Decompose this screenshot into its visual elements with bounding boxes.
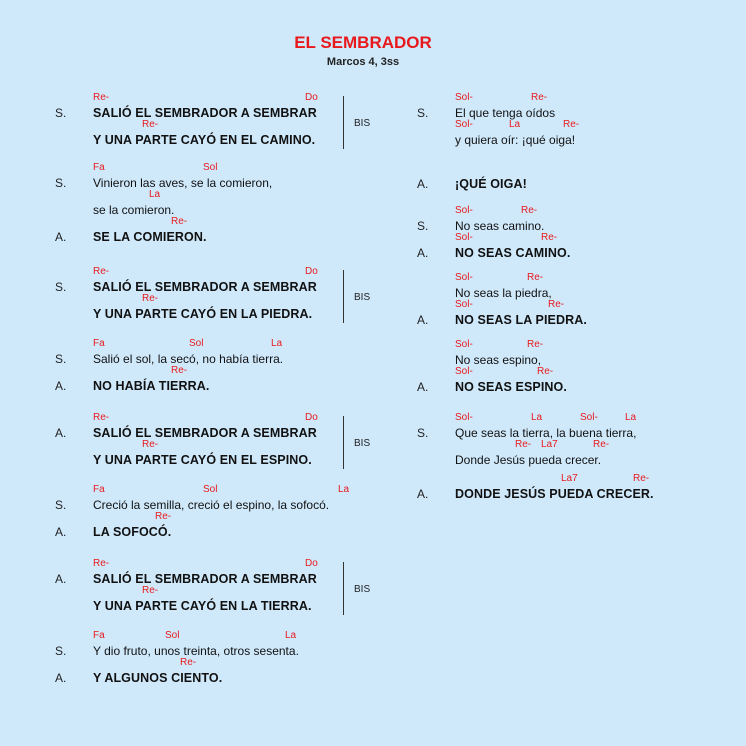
lyric-text: Y UNA PARTE CAYÓ EN EL ESPINO.	[93, 453, 312, 467]
song-line	[55, 484, 385, 512]
bis-label: BIS	[354, 118, 371, 129]
chord-label: Sol	[203, 162, 218, 173]
song-line	[417, 205, 737, 233]
song-line	[55, 338, 385, 366]
chord-row	[93, 511, 393, 523]
chord-row	[93, 119, 393, 131]
chord-label: Sol-	[455, 232, 473, 243]
chord-label: Re-	[527, 339, 544, 350]
lyric-text: Salió el sol, la secó, no había tierra.	[93, 352, 284, 366]
repeat-bracket	[343, 270, 344, 323]
song-line	[55, 162, 385, 190]
song-line	[417, 439, 737, 467]
voice-marker: S.	[55, 352, 67, 366]
song-line	[55, 412, 385, 440]
chord-label: Do	[305, 266, 318, 277]
chord-row	[93, 162, 393, 174]
song-line	[55, 558, 385, 586]
lyric-text: y quiera oír: ¡qué oiga!	[455, 133, 576, 147]
chord-label: Re-	[515, 439, 532, 450]
song-line	[417, 232, 737, 260]
chord-label: Re-	[548, 299, 565, 310]
lyric-text: SALIÓ EL SEMBRADOR A SEMBRAR	[93, 106, 317, 120]
chord-row	[455, 412, 746, 424]
voice-marker: S.	[55, 644, 67, 658]
chord-row	[455, 473, 746, 485]
chord-row	[455, 232, 746, 244]
song-line	[417, 163, 737, 191]
chord-label: La7	[541, 439, 558, 450]
voice-marker: S.	[55, 498, 67, 512]
bis-label: BIS	[354, 584, 371, 595]
chord-row	[455, 272, 746, 284]
lyric-text: Donde Jesús pueda crecer.	[455, 453, 602, 467]
chord-label: Re-	[142, 439, 159, 450]
lyric-text: NO HABÍA TIERRA.	[93, 379, 210, 393]
repeat-bracket	[343, 96, 344, 149]
chord-label: Re-	[171, 365, 188, 376]
song-line	[55, 189, 385, 217]
chord-row	[93, 630, 393, 642]
chord-row	[93, 338, 393, 350]
song-line	[417, 92, 737, 120]
chord-label: Re-	[155, 511, 172, 522]
voice-marker: A.	[417, 246, 429, 260]
voice-marker: A.	[417, 487, 429, 501]
song-line	[55, 630, 385, 658]
chord-label: Re-	[531, 92, 548, 103]
chord-row	[455, 205, 746, 217]
bis-label: BIS	[354, 438, 371, 449]
chord-row	[93, 558, 393, 570]
chord-label: Re-	[180, 657, 197, 668]
chord-row	[93, 484, 393, 496]
chord-label: Sol-	[580, 412, 598, 423]
voice-marker: A.	[417, 313, 429, 327]
chord-row	[455, 299, 746, 311]
lyric-text: SALIÓ EL SEMBRADOR A SEMBRAR	[93, 426, 317, 440]
lyric-text: No seas camino.	[455, 219, 545, 233]
chord-label: La7	[561, 473, 578, 484]
lyric-text: Y UNA PARTE CAYÓ EN LA PIEDRA.	[93, 307, 313, 321]
chord-label: Re-	[593, 439, 610, 450]
lyric-text: No seas espino,	[455, 353, 542, 367]
chord-row	[93, 92, 393, 104]
chord-label: Re-	[93, 266, 110, 277]
lyric-text: se la comieron.	[93, 203, 175, 217]
lyric-text: ¡QUÉ OIGA!	[455, 177, 527, 191]
chord-label: La	[531, 412, 543, 423]
song-line	[417, 366, 737, 394]
chord-label: Re-	[527, 272, 544, 283]
chord-label: La	[625, 412, 637, 423]
song-line	[417, 412, 737, 440]
chord-label: Sol-	[455, 119, 473, 130]
chord-row	[455, 92, 746, 104]
song-line	[417, 119, 737, 147]
chord-label: Re-	[521, 205, 538, 216]
voice-marker: A.	[55, 230, 67, 244]
lyric-text: NO SEAS ESPINO.	[455, 380, 567, 394]
voice-marker: A.	[55, 671, 67, 685]
song-line	[55, 119, 385, 147]
chord-label: Re-	[142, 585, 159, 596]
chord-label: Sol	[203, 484, 218, 495]
lyric-text: NO SEAS CAMINO.	[455, 246, 571, 260]
voice-marker: A.	[55, 426, 67, 440]
bis-label: BIS	[354, 292, 371, 303]
chord-label: Fa	[93, 162, 105, 173]
chord-row	[455, 163, 746, 175]
chord-row	[455, 439, 746, 451]
lyric-text: SALIÓ EL SEMBRADOR A SEMBRAR	[93, 572, 317, 586]
chord-label: Re-	[93, 558, 110, 569]
chord-row	[455, 119, 746, 131]
chord-row	[93, 412, 393, 424]
song-line	[55, 439, 385, 467]
chord-row	[93, 657, 393, 669]
chord-row	[93, 266, 393, 278]
lyric-text: No seas la piedra,	[455, 286, 552, 300]
song-line	[55, 266, 385, 294]
song-line	[55, 511, 385, 539]
chord-row	[455, 366, 746, 378]
chord-row	[93, 585, 393, 597]
lyric-text: Y UNA PARTE CAYÓ EN LA TIERRA.	[93, 599, 312, 613]
chord-label: Re-	[541, 232, 558, 243]
chord-label: Re-	[537, 366, 554, 377]
chord-label: Re-	[171, 216, 188, 227]
chord-label: Sol	[189, 338, 204, 349]
voice-marker: S.	[417, 426, 429, 440]
song-line	[55, 92, 385, 120]
lyric-text: Y ALGUNOS CIENTO.	[93, 671, 223, 685]
chord-label: Do	[305, 92, 318, 103]
chord-label: Re-	[563, 119, 580, 130]
repeat-bracket	[343, 416, 344, 469]
chord-row	[455, 339, 746, 351]
chord-row	[93, 365, 393, 377]
lyric-text: Que seas la tierra, la buena tierra,	[455, 426, 637, 440]
lyric-text: El que tenga oídos	[455, 106, 556, 120]
song-line	[417, 473, 737, 501]
song-line	[55, 293, 385, 321]
lyric-text: Y dio fruto, unos treinta, otros sesenta.	[93, 644, 299, 658]
voice-marker: A.	[55, 379, 67, 393]
song-line	[55, 365, 385, 393]
chord-label: Re-	[93, 412, 110, 423]
chord-label: Sol-	[455, 205, 473, 216]
chord-label: Re-	[633, 473, 650, 484]
lyric-text: Vinieron las aves, se la comieron,	[93, 176, 273, 190]
song-line	[417, 339, 737, 367]
song-line	[417, 299, 737, 327]
chord-label: Sol-	[455, 366, 473, 377]
voice-marker: A.	[417, 177, 429, 191]
chord-label: Do	[305, 412, 318, 423]
lyric-text: Y UNA PARTE CAYÓ EN EL CAMINO.	[93, 133, 316, 147]
lyric-text: SALIÓ EL SEMBRADOR A SEMBRAR	[93, 280, 317, 294]
chord-label: La	[271, 338, 283, 349]
lyric-text: SE LA COMIERON.	[93, 230, 207, 244]
chord-label: Fa	[93, 338, 105, 349]
chord-label: Sol-	[455, 92, 473, 103]
chord-row	[93, 216, 393, 228]
lyric-text: NO SEAS LA PIEDRA.	[455, 313, 587, 327]
voice-marker: S.	[417, 106, 429, 120]
lyric-text: Creció la semilla, creció el espino, la sofocó.	[93, 498, 330, 512]
song-line	[417, 272, 737, 300]
voice-marker: S.	[55, 176, 67, 190]
song-title: EL SEMBRADOR	[294, 33, 432, 52]
song-line	[55, 657, 385, 685]
chord-label: Re-	[142, 119, 159, 130]
chord-row	[93, 189, 393, 201]
chord-label: Sol-	[455, 299, 473, 310]
chord-label: Re-	[93, 92, 110, 103]
chord-row	[93, 293, 393, 305]
voice-marker: S.	[55, 280, 67, 294]
chord-label: La	[285, 630, 297, 641]
voice-marker: S.	[55, 106, 67, 120]
chord-label: Sol	[165, 630, 180, 641]
lyric-text: DONDE JESÚS PUEDA CRECER.	[455, 487, 654, 501]
chord-label: La	[338, 484, 350, 495]
voice-marker: S.	[417, 219, 429, 233]
voice-marker: A.	[55, 572, 67, 586]
chord-label: La	[149, 189, 161, 200]
chord-label: Fa	[93, 484, 105, 495]
song-line	[55, 585, 385, 613]
chord-label: La	[509, 119, 521, 130]
chord-label: Sol-	[455, 272, 473, 283]
chord-row	[93, 439, 393, 451]
chord-label: Sol-	[455, 339, 473, 350]
song-line	[55, 216, 385, 244]
chord-label: Do	[305, 558, 318, 569]
lyric-text: LA SOFOCÓ.	[93, 525, 172, 539]
repeat-bracket	[343, 562, 344, 615]
voice-marker: A.	[417, 380, 429, 394]
chord-label: Sol-	[455, 412, 473, 423]
chord-label: Fa	[93, 630, 105, 641]
voice-marker: A.	[55, 525, 67, 539]
song-reference: Marcos 4, 3ss	[326, 56, 400, 68]
chord-label: Re-	[142, 293, 159, 304]
